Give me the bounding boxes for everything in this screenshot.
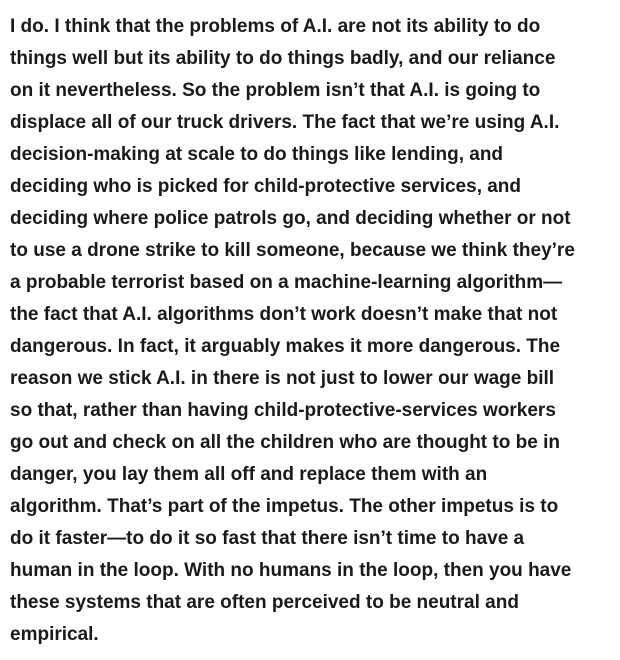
paragraph-line: empirical.: [10, 624, 99, 645]
paragraph-line: dangerous. In fact, it arguably makes it more dangerous. The: [10, 336, 561, 357]
paragraph-line: go out and check on all the children who are thought to be in: [10, 432, 560, 453]
paragraph-line: to use a drone strike to kill someone, because we think they’re: [10, 240, 575, 261]
paragraph-line: danger, you lay them all off and replace them with an: [10, 464, 488, 485]
paragraph-line: a probable terrorist based on a machine-learning algorithm—: [10, 272, 563, 293]
paragraph-line: human in the loop. With no humans in the loop, then you have: [10, 560, 572, 581]
paragraph-line: on it nevertheless. So the problem isn’t that A.I. is going to: [10, 80, 541, 101]
article-paragraph: [10, 11, 614, 651]
paragraph-line: algorithm. That’s part of the impetus. The other impetus is to: [10, 496, 559, 517]
paragraph-line: deciding who is picked for child-protective services, and: [10, 176, 522, 197]
paragraph-line: do it faster—to do it so fast that there isn’t time to have a: [10, 528, 525, 549]
paragraph-line: things well but its ability to do things badly, and our reliance: [10, 48, 556, 69]
paragraph-line: so that, rather than having child-protective-services workers: [10, 400, 556, 421]
paragraph-line: decision-making at scale to do things like lending, and: [10, 144, 504, 165]
paragraph-line: displace all of our truck drivers. The fact that we’re using A.I.: [10, 112, 560, 133]
paragraph-line: reason we stick A.I. in there is not just to lower our wage bill: [10, 368, 555, 389]
paragraph-line: I do. I think that the problems of A.I. are not its ability to do: [10, 16, 541, 37]
paragraph-line: these systems that are often perceived to be neutral and: [10, 592, 519, 613]
paragraph-line: the fact that A.I. algorithms don’t work doesn’t make that not: [10, 304, 558, 325]
paragraph-line: deciding where police patrols go, and deciding whether or not: [10, 208, 571, 229]
